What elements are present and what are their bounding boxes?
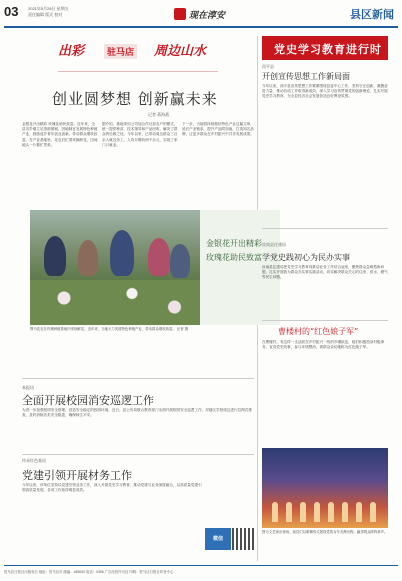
photo-dancer [272, 502, 278, 522]
header-rule [4, 26, 398, 28]
photo-person [170, 244, 190, 278]
photo-dancer [342, 502, 348, 522]
photo-caption: 图为花农在玫瑰种植基地内采摘鲜花。近年来，当地大力发展特色种植产业，带动群众增收致富。 记者 摄 [30, 327, 189, 331]
right-item1-body: 今年以来，西平县宣传思想工作紧紧围绕县委中心工作，坚持守正创新，凝聚奋进力量，推动各项工作取得新成效。深入学习宣传贯彻党的创新理论，扎实开展党史学习教育，为全县经济社会发展营造良好舆论氛围。 [262, 84, 388, 99]
party-history-banner [262, 36, 388, 60]
issue-editors: 责任编辑 版式 校对 [28, 12, 63, 17]
section-name: 县区新闻 [350, 9, 394, 21]
section2-body: 为进一步加强校园安全管理，营造安全稳定的校园环境，近日，县公安局联合教育部门全面开展校园安全巡逻工作，对辖区学校周边进行拉网式排查，及时消除各类安全隐患，确保师生平安。 [22, 408, 252, 418]
section2-tag: 本报讯 [22, 385, 34, 390]
footer-text: 驻马店日报社出版发行 地址：驻马店市 邮编：463000 电话：0396 广告经营许可证 印刷：驻马店日报社印务中心 [4, 570, 174, 574]
newspaper-logo [174, 8, 244, 22]
photo-dancer [300, 502, 306, 522]
qr-code-icon[interactable] [232, 528, 254, 550]
photo-dancer [328, 502, 334, 522]
section-divider [262, 320, 388, 321]
main-article-byline: 记者 蒋海燕 [148, 112, 170, 117]
main-article-col2: 据介绍，基地采用公司加合作社加农户的模式，统一提供种苗、技术指导和产品回收，解决了群众的后顾之忧。今年以来，已带动周边群众三百余人就近务工，人均月增收两千余元，实现了家门口就业。 [102, 122, 178, 147]
section-divider [262, 228, 388, 229]
photo-headline-line1: 金银花开出精彩 [206, 239, 262, 248]
section3-tag: 传承红色基因 [22, 458, 46, 463]
section-divider [22, 454, 254, 455]
logo-text: 现在淳安 [189, 11, 226, 21]
right-item3-title[interactable]: 曹楼村的“红色娘子军” [278, 327, 359, 336]
main-article-col1: 金银花开出精彩 玫瑰花助民致富。近年来，全县各乡镇立足资源禀赋，因地制宜发展特色种植产业，鼓励返乡青年创业创新，带动群众增收致富。在产业基地里，花农们忙着采摘鲜花，田间地头一片繁忙景象。 [22, 122, 98, 147]
photo-flower-bushes [30, 280, 200, 325]
section-divider [22, 378, 254, 379]
issue-date: 2021年5月28日 星期五 [28, 6, 69, 11]
flower-field-photo [30, 210, 200, 325]
issue-meta [28, 6, 69, 18]
banner-decoration [58, 58, 218, 72]
photo-person [148, 238, 170, 276]
banner-part1: 出彩 [58, 44, 85, 59]
performance-photo [262, 448, 388, 528]
photo-person [78, 240, 98, 276]
photo-dancer [356, 502, 362, 522]
section2-title[interactable]: 全面开展校园消安巡逻工作 [22, 394, 154, 407]
photo-person [110, 230, 134, 276]
photo-person [44, 236, 66, 276]
right-item1-tag: 西平县 [262, 64, 274, 69]
main-article-col3: 下一步，当地将持续做好特色产业这篇文章，延长产业链条，提升产品附加值，打造知名品牌，让更多群众在乡村振兴中共享发展成果。 [182, 122, 254, 137]
banner-part3: 周边山水 [154, 44, 207, 59]
right-item2-title[interactable]: 学党史践初心为民办实事 [262, 253, 350, 262]
performance-photo-caption: 图为文艺演出现场。演员们以歌舞形式展现党的百年光辉历程，赢得观众阵阵掌声。 [262, 530, 388, 534]
right-item2-tag: 汝南县住建局 [262, 242, 286, 247]
banner-part2: 驻马店 [104, 44, 137, 59]
party-history-banner-text: 党史学习教育进行时 [274, 43, 382, 56]
right-item1-title[interactable]: 开创宣传思想工作新局面 [262, 72, 350, 81]
feature-banner [58, 38, 218, 78]
right-item2-body: 汝南县住建局把党史学习教育同推动业务工作结合起来，聚焦群众急难愁盼问题，扎实开展我为群众办实事实践活动，切实解决群众关心的住房、供水、燃气等民生问题。 [262, 265, 388, 280]
page-header [4, 4, 398, 30]
section3-title[interactable]: 党建引领开展材务工作 [22, 469, 132, 482]
photo-dancer [314, 502, 320, 522]
section3-body: 今年以来，该单位坚持以党建引领业务工作，深入开展党史学习教育，推动党建与业务深度融合，以高质量党建引领高质量发展，各项工作取得明显成效。 [22, 483, 202, 493]
right-item3-body: 在曹楼村，有这样一支活跃在乡村振兴一线的巾帼队伍，她们积极投身村级事务，宣讲党史故事，参与环境整治，被群众亲切地称为红色娘子军。 [262, 340, 385, 350]
page-number: 03 [4, 4, 19, 19]
photo-dancer [370, 502, 376, 522]
page-footer [4, 565, 398, 577]
photo-dancer [286, 502, 292, 522]
photo-headline-line2: 玫瑰花助民致富 [206, 253, 262, 262]
wechat-badge[interactable]: 微信 [205, 528, 231, 550]
main-article-title[interactable]: 创业圆梦想 创新赢未来 [52, 90, 218, 108]
logo-mark-icon [174, 8, 186, 20]
